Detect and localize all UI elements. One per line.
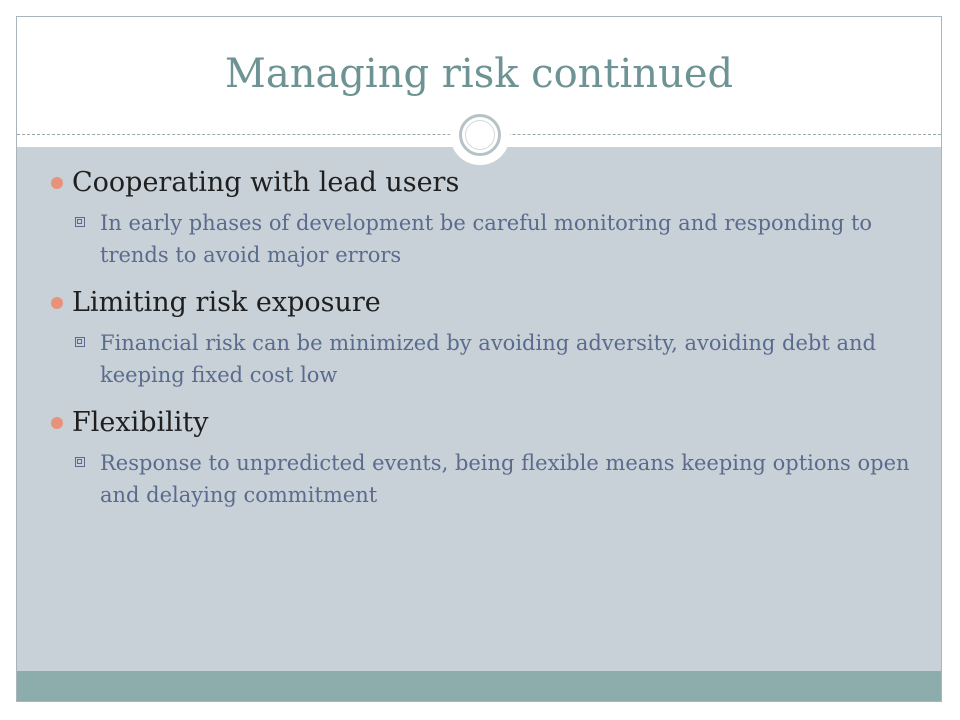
footer-bar (17, 671, 941, 702)
bullet-heading: Flexibility (72, 407, 209, 438)
bullet-list (17, 165, 941, 511)
slide-title: Managing risk continued (224, 51, 734, 97)
sub-bullet-text: In early phases of development be careful monitoring and responding to trends to avoid major errors (100, 211, 873, 267)
divider-ring-icon (459, 114, 501, 156)
bullet-item (72, 165, 941, 201)
bullet-dot-icon (51, 297, 63, 309)
sub-bullet-square-icon (75, 337, 85, 347)
sub-bullet-item (100, 207, 920, 271)
sub-bullet-square-icon (75, 217, 85, 227)
bullet-dot-icon (51, 177, 63, 189)
bullet-heading: Cooperating with lead users (72, 167, 460, 198)
bullet-dot-icon (51, 417, 63, 429)
sub-bullet-text: Response to unpredicted events, being flexible means keeping options open and delaying commitment (100, 451, 910, 507)
sub-bullet-item (100, 327, 920, 391)
bullet-heading: Limiting risk exposure (72, 287, 381, 318)
sub-bullet-square-icon (75, 457, 85, 467)
slide (16, 16, 942, 702)
sub-bullet-text: Financial risk can be minimized by avoiding adversity, avoiding debt and keeping fixed cost low (100, 331, 876, 387)
bullet-item (72, 285, 941, 321)
sub-bullet-item (100, 447, 920, 511)
bullet-item (72, 405, 941, 441)
